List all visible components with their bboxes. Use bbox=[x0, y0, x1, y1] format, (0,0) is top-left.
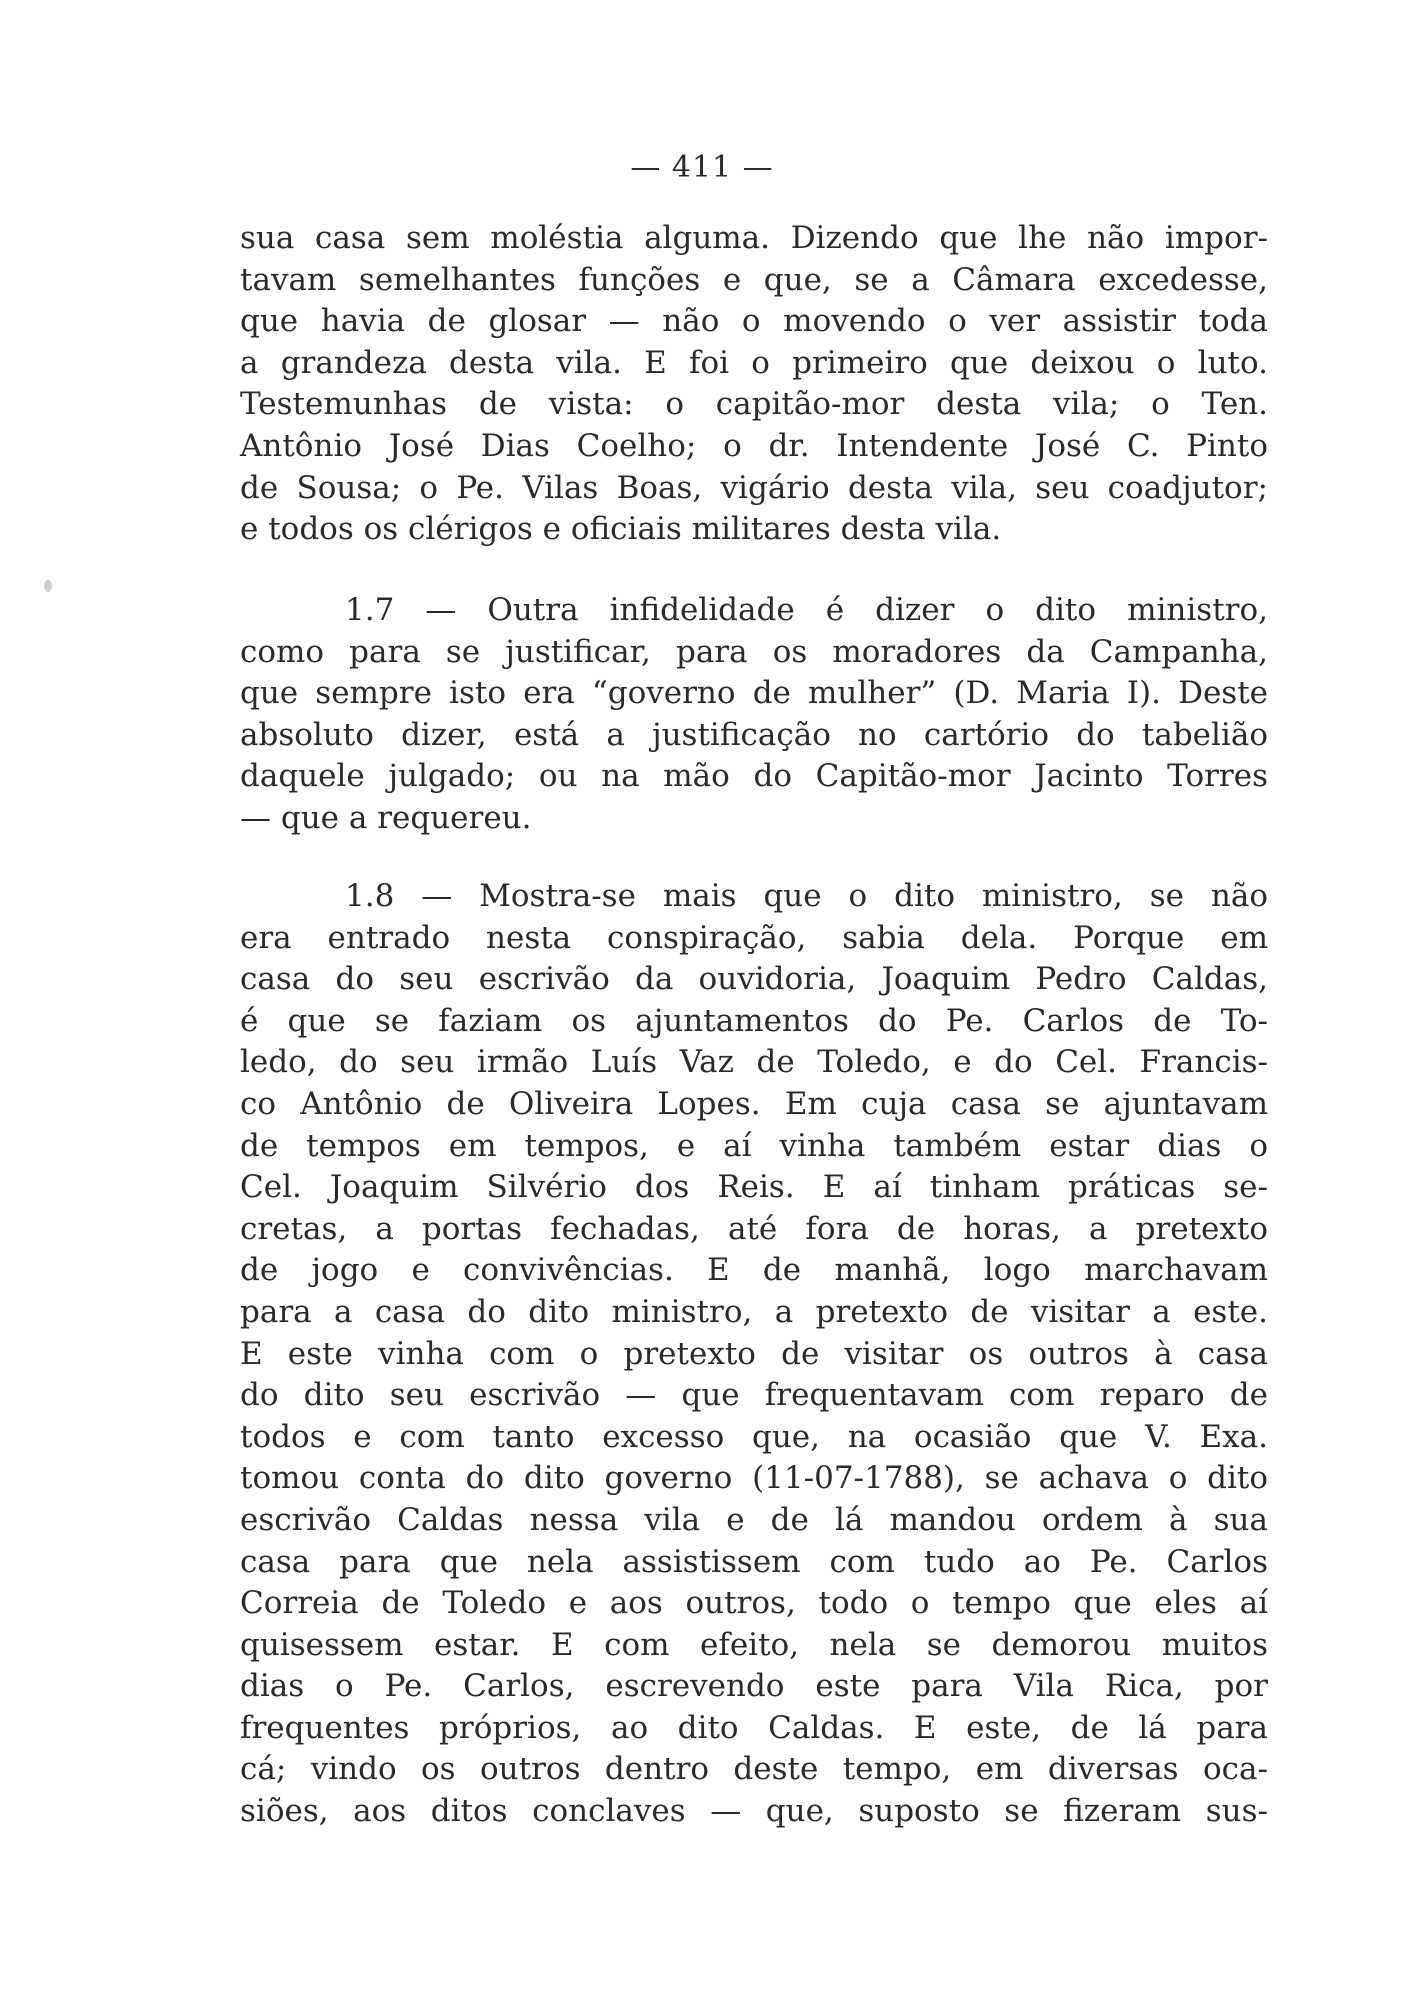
text-line: de jogo e convivências. E de manhã, logo marchavam bbox=[240, 1252, 1268, 1289]
text-line: de tempos em tempos, e aí vinha também estar dias o bbox=[240, 1127, 1268, 1164]
text-line: que havia de glosar — não o movendo o ver assistir toda bbox=[240, 303, 1268, 340]
text-line: Cel. Joaquim Silvério dos Reis. E aí tinham práticas se- bbox=[240, 1169, 1268, 1206]
paragraph-1-7 bbox=[240, 590, 1268, 840]
text-line: quisessem estar. E com efeito, nela se demorou muitos bbox=[240, 1626, 1268, 1663]
text-line: siões, aos ditos conclaves — que, suposto se fizeram sus- bbox=[240, 1793, 1268, 1830]
text-line: sua casa sem moléstia alguma. Dizendo que lhe não impor- bbox=[240, 220, 1268, 256]
text-line: tavam semelhantes funções e que, se a Câmara excedesse, bbox=[240, 261, 1268, 298]
text-line: — que a requereu. bbox=[240, 799, 532, 836]
text-line: como para se justificar, para os moradores da Campanha, bbox=[240, 633, 1268, 670]
text-line: do dito seu escrivão — que frequentavam com reparo de bbox=[240, 1377, 1268, 1414]
text-line: todos e com tanto excesso que, na ocasião que V. Exa. bbox=[240, 1418, 1268, 1455]
text-line: casa do seu escrivão da ouvidoria, Joaquim Pedro Caldas, bbox=[240, 961, 1268, 998]
text-line: E este vinha com o pretexto de visitar os outros à casa bbox=[240, 1335, 1268, 1372]
text-line: cretas, a portas fechadas, até fora de horas, a pretexto bbox=[240, 1210, 1268, 1247]
paragraph-1-8 bbox=[240, 876, 1268, 1833]
text-line: é que se faziam os ajuntamentos do Pe. Carlos de To- bbox=[240, 1002, 1268, 1039]
paragraph-1 bbox=[240, 218, 1268, 551]
text-line: de Sousa; o Pe. Vilas Boas, vigário desta vila, seu coadjutor; bbox=[240, 469, 1268, 506]
text-line: co Antônio de Oliveira Lopes. Em cuja casa se ajuntavam bbox=[240, 1085, 1268, 1122]
page-number: — 411 — bbox=[630, 150, 774, 185]
text-line: Correia de Toledo e aos outros, todo o tempo que eles aí bbox=[240, 1585, 1268, 1622]
text-line: Antônio José Dias Coelho; o dr. Intendente José C. Pinto bbox=[240, 427, 1268, 464]
text-line: cá; vindo os outros dentro deste tempo, em diversas oca- bbox=[240, 1751, 1268, 1788]
text-line: era entrado nesta conspiração, sabia dela. Porque em bbox=[240, 919, 1268, 956]
text-line: e todos os clérigos e oficiais militares desta vila. bbox=[240, 511, 1002, 548]
text-line: 1.8 — Mostra-se mais que o dito ministro, se não bbox=[345, 878, 1268, 914]
text-line: ledo, do seu irmão Luís Vaz de Toledo, e do Cel. Francis- bbox=[240, 1044, 1268, 1081]
text-line: para a casa do dito ministro, a pretexto de visitar a este. bbox=[240, 1293, 1268, 1330]
text-line: casa para que nela assistissem com tudo ao Pe. Carlos bbox=[240, 1543, 1268, 1580]
text-line: escrivão Caldas nessa vila e de lá mandou ordem à sua bbox=[240, 1501, 1268, 1538]
paper-speck bbox=[44, 580, 52, 592]
text-line: dias o Pe. Carlos, escrevendo este para Vila Rica, por bbox=[240, 1668, 1268, 1705]
text-line: frequentes próprios, ao dito Caldas. E este, de lá para bbox=[240, 1709, 1268, 1746]
text-line: daquele julgado; ou na mão do Capitão-mor Jacinto Torres bbox=[240, 758, 1268, 795]
text-line: tomou conta do dito governo (11-07-1788), se achava o dito bbox=[240, 1460, 1268, 1497]
text-line: que sempre isto era “governo de mulher” (D. Maria I). Deste bbox=[240, 675, 1268, 712]
text-line: 1.7 — Outra infidelidade é dizer o dito ministro, bbox=[345, 592, 1268, 628]
text-line: a grandeza desta vila. E foi o primeiro que deixou o luto. bbox=[240, 344, 1268, 381]
text-line: Testemunhas de vista: o capitão-mor desta vila; o Ten. bbox=[240, 386, 1268, 423]
text-line: absoluto dizer, está a justificação no cartório do tabelião bbox=[240, 716, 1268, 753]
